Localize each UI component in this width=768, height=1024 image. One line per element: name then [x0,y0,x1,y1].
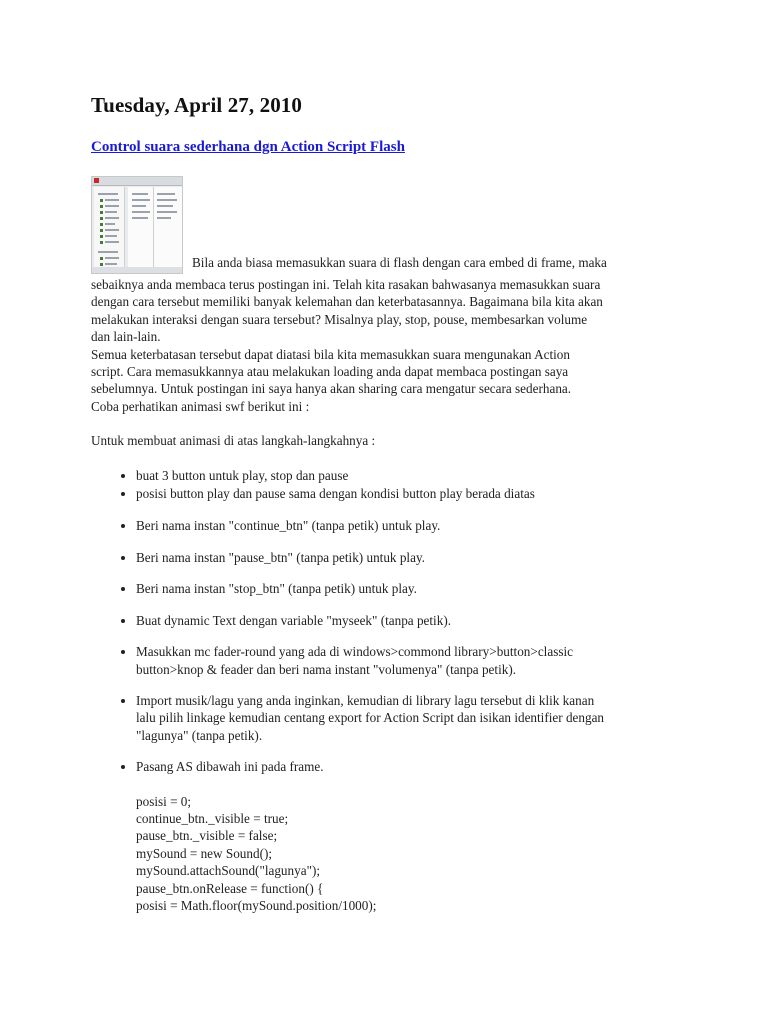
post-body [91,176,691,914]
step-item: • Beri nama instan "stop_btn" (tanpa petik) untuk play. [136,580,691,597]
intro-line: melakukan interaksi dengan suara tersebut? Misalnya play, stop, pouse, membesarkan volume [91,311,588,327]
thumbnail-titlebar [92,177,183,186]
code-line: mySound.attachSound("lagunya"); [136,863,321,879]
intro-line: script. Cara memasukkannya atau melakukan loading anda dapat membaca postingan saya [91,364,569,380]
step-item-pasang [136,758,691,914]
step-line: button>knop & feader dan beri nama instant "volumenya" (tanpa petik). [136,661,517,677]
steps-list-2c [91,580,691,597]
steps-list-1 [91,467,691,503]
step-line: • Pasang AS dibawah ini pada frame. [136,759,324,775]
step-line: lalu pilih linkage kemudian centang export for Action Script dan isikan identifier dengan [136,710,605,726]
steps-list-2b [91,549,691,566]
steps-list-5 [91,758,691,914]
actionscript-code [136,793,691,915]
steps-intro: Untuk membuat animasi di atas langkah-langkahnya : [91,433,376,449]
step-item: • Buat dynamic Text dengan variable "myseek" (tanpa petik). [136,612,691,629]
step-item: • posisi button play dan pause sama dengan kondisi button play berada diatas [136,485,691,502]
step-item-masukkan [136,643,691,678]
code-line: pause_btn.onRelease = function() { [136,880,324,896]
thumbnail-statusbar [92,267,183,273]
intro-line: Bila anda biasa memasukkan suara di flash dengan cara embed di frame, maka [192,255,607,270]
steps-list-4 [91,692,691,744]
intro-line: sebelumnya. Untuk postingan ini saya hanya akan sharing cara mengatur secara sederhana. [91,381,572,397]
post-date: Tuesday, April 27, 2010 [91,93,302,117]
step-item: • Beri nama instan "pause_btn" (tanpa petik) untuk play. [136,549,691,566]
step-item: • Beri nama instan "continue_btn" (tanpa petik) untuk play. [136,517,691,534]
step-line: • Masukkan mc fader-round yang ada di windows>commond library>button>classic [136,644,573,660]
intro-line: sebaiknya anda membaca terus postingan ini. Telah kita rasakan bahwasanya memasukkan suara [91,277,601,292]
code-line: posisi = Math.floor(mySound.position/1000); [136,897,377,913]
intro-line: Coba perhatikan animasi swf berikut ini : [91,398,310,414]
intro-line: dengan cara tersebut memiliki banyak kelemahan dan keterbatasannya. Bagaimana bila kita akan [91,294,603,310]
code-line: pause_btn._visible = false; [136,828,278,844]
flash-screenshot-thumbnail[interactable] [91,176,183,274]
step-item-import [136,692,691,744]
steps-list-2d [91,612,691,629]
steps-list-3 [91,643,691,678]
intro-line: dan lain-lain. [91,329,161,345]
post-title-link[interactable]: Control suara sederhana dgn Action Script Flash [91,139,405,155]
step-line: "lagunya" (tanpa petik). [136,727,263,743]
steps-list-2 [91,517,691,534]
code-line: posisi = 0; [136,793,192,809]
step-line: • Import musik/lagu yang anda inginkan, kemudian di library lagu tersebut di klik kanan [136,692,595,708]
intro-line: Semua keterbatasan tersebut dapat diatasi bila kita memasukkan suara mengunakan Action [91,346,570,362]
step-item: • buat 3 button untuk play, stop dan pause [136,467,691,484]
code-line: mySound = new Sound(); [136,845,273,861]
code-line: continue_btn._visible = true; [136,810,289,826]
